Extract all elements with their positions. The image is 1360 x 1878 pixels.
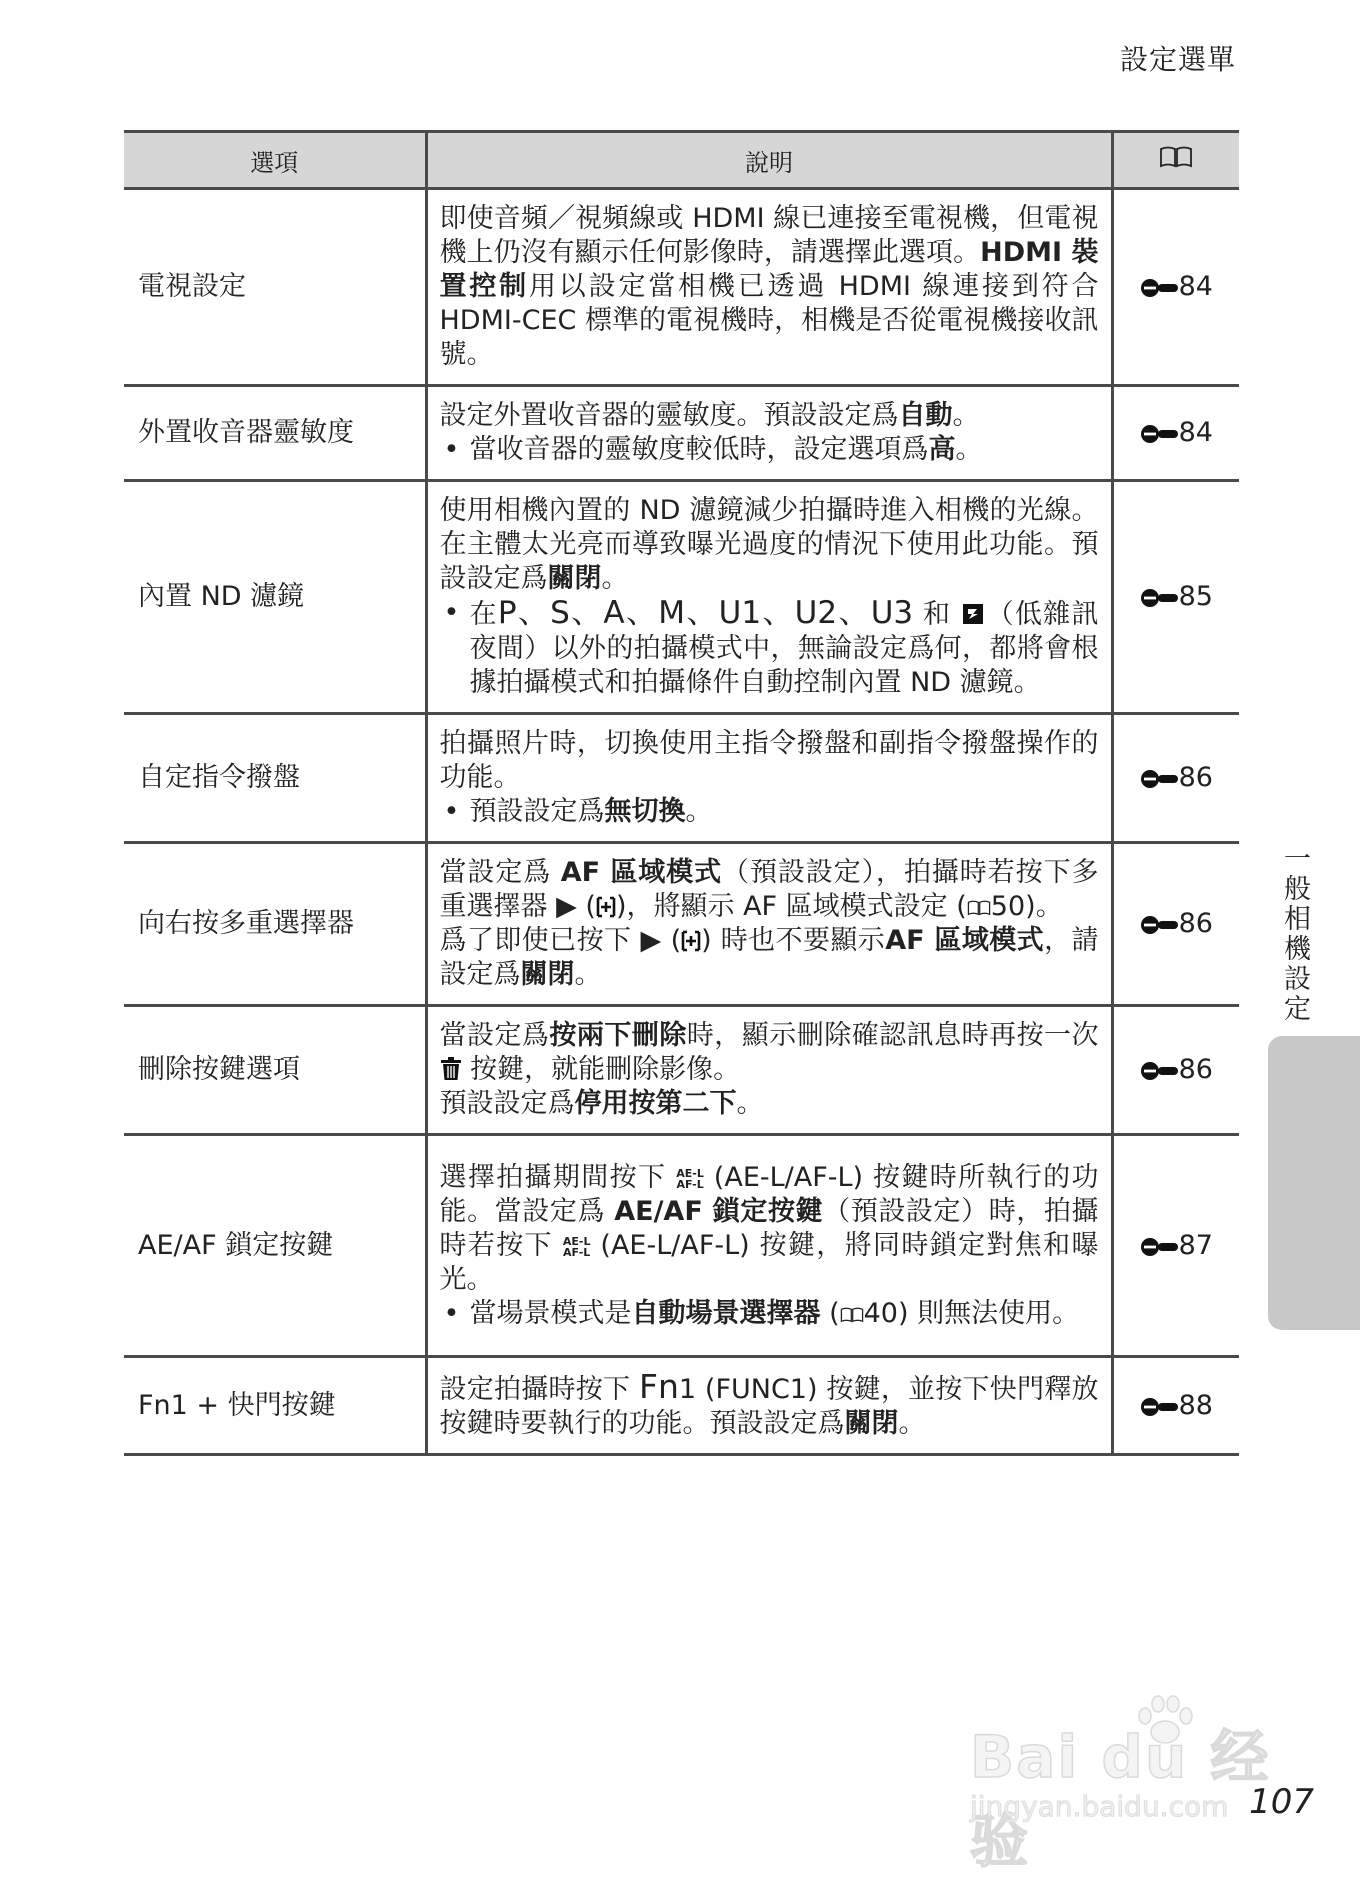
option-name: AE/AF 鎖定按鍵	[124, 1135, 426, 1357]
list-item: • 在P、S、A、M、U1、U2、U3 和 （低雜訊夜間）以外的拍攝模式中，無論設定爲何，都將會根據拍攝模式和拍攝條件自動控制內置 ND 濾鏡。	[440, 596, 1099, 700]
ael-afl-icon: AE-L AF-L	[676, 1166, 704, 1191]
watermark-logo: Bai du 经验	[970, 1723, 1271, 1875]
reference-section-icon	[1140, 424, 1178, 444]
af-area-icon	[681, 930, 701, 952]
table-row	[124, 386, 1239, 481]
option-name: 內置 ND 濾鏡	[124, 481, 426, 714]
reference-section-icon	[1140, 588, 1178, 608]
table-row	[124, 1006, 1239, 1135]
list-item: • 當收音器的靈敏度較低時，設定選項爲高。	[440, 433, 1099, 467]
option-name: Fn1 + 快門按鍵	[124, 1357, 426, 1455]
page-reference: 86	[1112, 714, 1239, 843]
option-description: 使用相機內置的 ND 濾鏡減少拍攝時進入相機的光線。在主體太光亮而導致曝光過度的情況下使用此功能。預設設定爲關閉。 • 在P、S、A、M、U1、U2、U3 和 （低雜訊夜間）以外的拍攝模式中，無論設定爲何，都將會根據拍攝模式和拍攝條件自動控制內置 ND 濾鏡。	[426, 481, 1112, 714]
option-name: 電視設定	[124, 189, 426, 386]
page-reference: 84	[1112, 189, 1239, 386]
watermark-url: jingyan.baidu.com	[970, 1790, 1229, 1823]
table-row	[124, 1357, 1239, 1455]
watermark	[960, 1690, 1290, 1875]
column-header-description: 說明	[426, 132, 1112, 189]
table-row	[124, 481, 1239, 714]
reference-section-icon	[1140, 1397, 1178, 1417]
night-portrait-icon	[961, 602, 985, 626]
page-reference: 87	[1112, 1135, 1239, 1357]
shooting-modes: P、S、A、M、U1、U2、U3	[497, 595, 914, 631]
list-item: • 當場景模式是自動場景選擇器 ( 40) 則無法使用。	[440, 1297, 1099, 1331]
table-row	[124, 843, 1239, 1006]
fn-button-label: Fn	[639, 1367, 679, 1406]
section-side-label: 一般相機設定	[1279, 844, 1310, 1024]
list-item: • 預設設定爲無切換。	[440, 795, 1099, 829]
page-reference: 88	[1112, 1357, 1239, 1455]
option-name: 自定指令撥盤	[124, 714, 426, 843]
option-description: 當設定爲 AF 區域模式（預設設定），拍攝時若按下多重選擇器 ▶ ( )，將顯示 AF 區域模式設定 ( 50)。 爲了即使已按下 ▶ ( ) 時也不要顯示AF 區域模式，請設定爲關閉。	[426, 843, 1112, 1006]
settings-table	[124, 130, 1239, 1456]
option-description: 設定外置收音器的靈敏度。預設設定爲自動。 • 當收音器的靈敏度較低時，設定選項爲高。	[426, 386, 1112, 481]
ael-afl-icon: AE-L AF-L	[562, 1234, 591, 1259]
page-reference: 86	[1112, 1006, 1239, 1135]
table-header-row	[124, 132, 1239, 189]
reference-section-icon	[1140, 278, 1178, 298]
table-row	[124, 1135, 1239, 1357]
page-header-title: 設定選單	[1119, 43, 1236, 76]
reference-section-icon	[1140, 1061, 1178, 1081]
page-reference: 86	[1112, 843, 1239, 1006]
af-area-icon	[596, 896, 616, 918]
book-icon	[840, 1306, 864, 1324]
section-side-tab	[1268, 1036, 1360, 1330]
reference-section-icon	[1140, 915, 1178, 935]
option-name: 刪除按鍵選項	[124, 1006, 426, 1135]
option-name: 向右按多重選擇器	[124, 843, 426, 1006]
option-description: 拍攝照片時，切換使用主指令撥盤和副指令撥盤操作的功能。 • 預設設定爲無切換。	[426, 714, 1112, 843]
page-number: 107	[1249, 1782, 1314, 1822]
column-header-option: 選項	[124, 132, 426, 189]
table-row	[124, 189, 1239, 386]
column-header-reference	[1112, 132, 1239, 189]
option-description: 即使音頻／視頻線或 HDMI 線已連接至電視機，但電視機上仍沒有顯示任何影像時，請選擇此選項。HDMI 裝置控制用以設定當相機已透過 HDMI 線連接到符合 HDMI-CEC 標準的電視機時，相機是否從電視機接收訊號。	[426, 189, 1112, 386]
reference-section-icon	[1140, 1237, 1178, 1257]
book-icon	[967, 899, 991, 917]
option-name: 外置收音器靈敏度	[124, 386, 426, 481]
page-reference: 84	[1112, 386, 1239, 481]
reference-section-icon	[1140, 769, 1178, 789]
option-description: 設定拍攝時按下 Fn1 (FUNC1) 按鍵，並按下快門釋放按鍵時要執行的功能。預設設定爲關閉。	[426, 1357, 1112, 1455]
book-icon	[1159, 146, 1193, 168]
page-reference: 85	[1112, 481, 1239, 714]
table-row	[124, 714, 1239, 843]
option-description: 當設定爲按兩下刪除時，顯示刪除確認訊息時再按一次 按鍵，就能刪除影像。 預設設定爲停用按第二下。	[426, 1006, 1112, 1135]
trash-icon	[440, 1057, 462, 1081]
option-description: 選擇拍攝期間按下 AE-L AF-L (AE-L/AF-L) 按鍵時所執行的功能。當設定爲 AE/AF 鎖定按鍵（預設設定）時，拍攝時若按下 AE-L AF-L (AE-L/AF-L) 按鍵，將同時鎖定對焦和曝光。 • 當場景模式是自動場景選擇器 ( 40) 則無法使用。	[426, 1135, 1112, 1357]
